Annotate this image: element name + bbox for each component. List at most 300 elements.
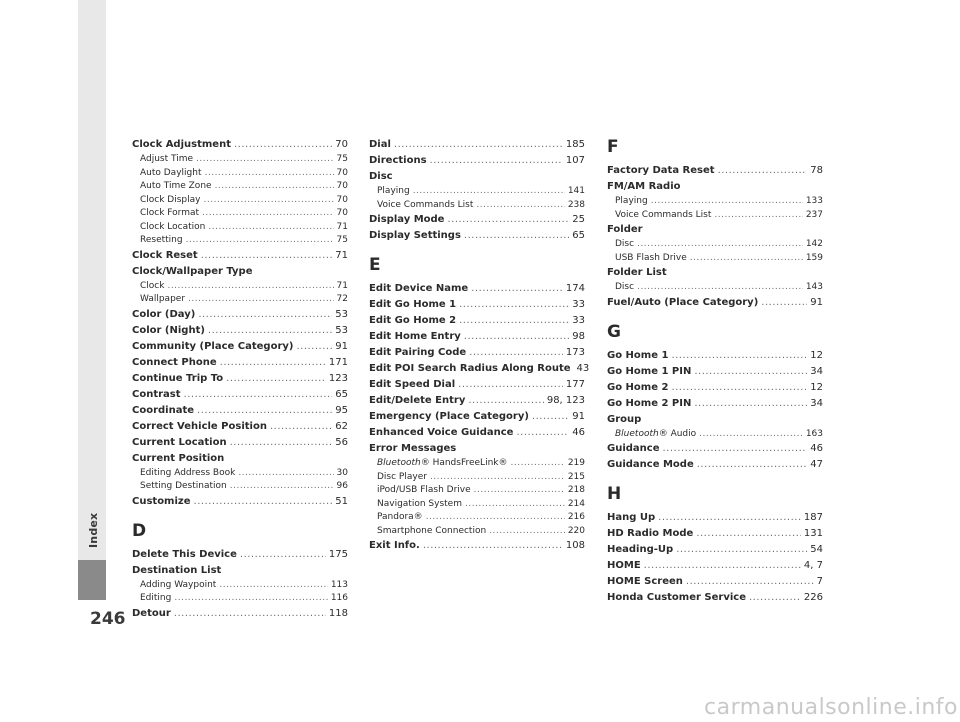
- entry-text: USB Flash Drive: [615, 252, 687, 263]
- entry-text: Folder List: [607, 267, 667, 278]
- dot-leader: [476, 199, 564, 213]
- entry-page-ref[interactable]: 98, 123: [546, 395, 585, 406]
- index-column-1: [132, 137, 348, 622]
- entry-page-ref[interactable]: 75: [336, 154, 348, 164]
- dot-leader: [694, 364, 807, 380]
- index-heading-entry: [369, 169, 585, 185]
- index-entry[interactable]: [132, 547, 348, 563]
- index-subentry[interactable]: [369, 457, 585, 471]
- entry-page-ref[interactable]: 216: [567, 512, 585, 522]
- dot-leader: [637, 238, 803, 252]
- entry-page-ref[interactable]: 98: [572, 331, 585, 342]
- index-subentry[interactable]: [369, 199, 585, 213]
- entry-page-ref[interactable]: 7: [816, 576, 823, 587]
- dot-leader: [459, 313, 569, 329]
- index-subentry[interactable]: [132, 180, 348, 194]
- entry-text: Current Position: [132, 452, 225, 464]
- index-entry[interactable]: [369, 228, 585, 244]
- entry-text: Display Mode: [369, 214, 445, 225]
- entry-text: Fuel/Auto (Place Category): [607, 296, 759, 308]
- index-letter-heading: H: [607, 484, 622, 504]
- entry-page-ref[interactable]: 91: [810, 296, 823, 308]
- dot-leader: [196, 153, 334, 167]
- index-subentry[interactable]: [369, 185, 585, 199]
- entry-page-ref[interactable]: 33: [572, 299, 585, 310]
- entry-text: Editing Address Book: [140, 467, 236, 478]
- index-entry[interactable]: [132, 307, 348, 323]
- entry-text: Factory Data Reset: [607, 165, 715, 176]
- entry-text: Playing: [615, 196, 648, 206]
- dot-leader: [270, 419, 332, 435]
- entry-text: Color (Day): [132, 308, 196, 320]
- entry-page-ref[interactable]: 96: [336, 481, 348, 491]
- dot-leader: [644, 558, 801, 574]
- entry-italic-text: Bluetooth®: [377, 458, 430, 468]
- entry-text: Go Home 1: [607, 349, 669, 361]
- entry-page-ref[interactable]: 56: [335, 436, 348, 448]
- entry-page-ref[interactable]: 142: [805, 239, 823, 249]
- entry-page-ref[interactable]: 159: [805, 252, 823, 263]
- entry-text: Emergency (Place Category): [369, 411, 529, 422]
- entry-page-ref[interactable]: 34: [810, 365, 823, 377]
- index-entry[interactable]: [132, 137, 348, 153]
- dot-leader: [167, 280, 333, 294]
- dot-leader: [201, 248, 333, 264]
- index-entry[interactable]: [132, 248, 348, 264]
- entry-text: Clock: [140, 280, 165, 291]
- entry-text: Edit Home Entry: [369, 331, 461, 342]
- index-entry[interactable]: [369, 393, 585, 409]
- index-subentry[interactable]: [132, 234, 348, 248]
- index-entry[interactable]: [369, 409, 585, 425]
- entry-text: Detour: [132, 607, 171, 619]
- index-entry[interactable]: [607, 510, 823, 526]
- entry-page-ref[interactable]: 91: [572, 411, 585, 422]
- entry-text: Delete This Device: [132, 548, 237, 560]
- dot-leader: [174, 606, 326, 622]
- dot-leader: [761, 295, 807, 311]
- entry-text: Edit POI Search Radius Along Route: [369, 363, 571, 374]
- dot-leader: [686, 574, 814, 590]
- entry-text: Voice Commands List: [615, 209, 712, 220]
- index-subentry[interactable]: [132, 167, 348, 181]
- index-entry[interactable]: [132, 371, 348, 387]
- dot-leader: [234, 137, 332, 153]
- index-entry[interactable]: [132, 387, 348, 403]
- index-column-3: [607, 137, 823, 606]
- dot-leader: [394, 137, 563, 153]
- entry-page-ref[interactable]: 70: [336, 208, 348, 218]
- entry-text: Clock Format: [140, 208, 200, 218]
- entry-page-ref[interactable]: 163: [805, 428, 823, 439]
- entry-text: Correct Vehicle Position: [132, 420, 267, 432]
- dot-leader: [430, 153, 563, 169]
- index-heading-entry: [132, 264, 348, 280]
- entry-page-ref[interactable]: 72: [336, 294, 348, 304]
- dot-leader: [469, 345, 563, 361]
- entry-page-ref[interactable]: 214: [567, 498, 585, 509]
- index-heading-entry: [607, 222, 823, 238]
- entry-page-ref[interactable]: 95: [335, 404, 348, 416]
- dot-leader: [532, 409, 569, 425]
- index-entry[interactable]: [369, 538, 585, 554]
- index-entry[interactable]: [369, 345, 585, 361]
- entry-text: Folder: [607, 224, 643, 235]
- entry-page-ref[interactable]: 131: [803, 528, 823, 539]
- index-subentry[interactable]: [132, 480, 348, 494]
- dot-leader: [204, 167, 333, 181]
- entry-page-ref[interactable]: 141: [567, 186, 585, 196]
- index-subentry[interactable]: [132, 221, 348, 235]
- entry-page-ref[interactable]: 46: [810, 443, 823, 454]
- entry-text: Navigation System: [377, 498, 462, 509]
- entry-text: Heading-Up: [607, 544, 674, 555]
- index-entry[interactable]: [369, 212, 585, 228]
- entry-page-ref[interactable]: 65: [335, 388, 348, 400]
- entry-text: Connect Phone: [132, 356, 217, 368]
- index-entry[interactable]: [607, 558, 823, 574]
- entry-page-ref[interactable]: 220: [567, 525, 585, 536]
- entry-text: Disc: [615, 239, 635, 249]
- dot-leader: [220, 355, 326, 371]
- entry-text: Customize: [132, 495, 191, 507]
- index-entry[interactable]: [369, 313, 585, 329]
- entry-text: Clock Adjustment: [132, 139, 231, 150]
- index-entry[interactable]: [369, 281, 585, 297]
- entry-text: Edit Pairing Code: [369, 347, 467, 358]
- index-entry[interactable]: [607, 364, 823, 380]
- dot-leader: [516, 425, 569, 441]
- entry-italic-text: Bluetooth®: [615, 428, 668, 439]
- dot-leader: [718, 163, 808, 179]
- dot-leader: [671, 348, 807, 364]
- section-tab-label: Index: [87, 512, 100, 548]
- entry-page-ref[interactable]: 118: [328, 607, 348, 619]
- entry-page-ref[interactable]: 143: [805, 282, 823, 292]
- entry-text: Clock Display: [140, 194, 201, 205]
- entry-text: Voice Commands List: [377, 199, 474, 210]
- entry-text: Editing: [140, 593, 172, 603]
- entry-page-ref[interactable]: 54: [810, 544, 823, 555]
- entry-text: Smartphone Connection: [377, 525, 487, 536]
- dot-leader: [413, 185, 565, 199]
- entry-text: HOME Screen: [607, 576, 683, 587]
- entry-text: Adding Waypoint: [140, 579, 217, 590]
- entry-page-ref[interactable]: 71: [336, 280, 348, 291]
- entry-text: Guidance Mode: [607, 459, 694, 470]
- entry-text: Exit Info.: [369, 540, 420, 551]
- index-entry[interactable]: [132, 435, 348, 451]
- dot-leader: [296, 339, 332, 355]
- entry-page-ref[interactable]: 4, 7: [803, 560, 823, 571]
- index-entry[interactable]: [369, 137, 585, 153]
- entry-page-ref[interactable]: 218: [567, 485, 585, 495]
- dot-leader: [696, 526, 801, 542]
- index-subentry[interactable]: [607, 252, 823, 266]
- dot-leader: [658, 510, 801, 526]
- index-subentry[interactable]: [132, 280, 348, 294]
- side-tab: [78, 0, 106, 600]
- entry-page-ref[interactable]: 91: [335, 340, 348, 352]
- index-entry[interactable]: [607, 457, 823, 473]
- entry-text: Current Location: [132, 436, 227, 448]
- entry-text: Dial: [369, 139, 391, 150]
- index-letter-heading: G: [607, 321, 621, 342]
- entry-page-ref[interactable]: 70: [335, 139, 348, 150]
- dot-leader: [197, 403, 332, 419]
- entry-text: Clock Reset: [132, 249, 198, 261]
- index-entry[interactable]: [132, 403, 348, 419]
- index-subentry[interactable]: [132, 153, 348, 167]
- entry-page-ref[interactable]: 113: [330, 579, 348, 590]
- entry-page-ref[interactable]: 33: [572, 315, 585, 326]
- index-entry[interactable]: [607, 590, 823, 606]
- index-entry[interactable]: [369, 297, 585, 313]
- entry-text: iPod/USB Flash Drive: [377, 485, 471, 495]
- entry-page-ref[interactable]: 185: [565, 139, 585, 150]
- index-subentry[interactable]: [132, 592, 348, 606]
- entry-text: Honda Customer Service: [607, 592, 746, 603]
- dot-leader: [208, 323, 332, 339]
- index-subentry[interactable]: [369, 471, 585, 485]
- entry-text: Edit Go Home 1: [369, 299, 457, 310]
- entry-text: Hang Up: [607, 512, 656, 523]
- entry-page-ref[interactable]: 237: [805, 209, 823, 220]
- index-entry[interactable]: [369, 361, 590, 377]
- index-entry[interactable]: [607, 380, 823, 396]
- index-entry[interactable]: [607, 441, 823, 457]
- entry-text: Go Home 2 PIN: [607, 397, 692, 409]
- dot-leader: [464, 329, 569, 345]
- entry-page-ref[interactable]: 30: [336, 467, 348, 478]
- entry-text: Disc Player: [377, 471, 427, 482]
- index-entry[interactable]: [369, 329, 585, 345]
- entry-text: Disc: [615, 282, 635, 292]
- side-tab-marker: [78, 560, 106, 600]
- entry-page-ref[interactable]: 175: [328, 548, 348, 560]
- entry-text: HOME: [607, 560, 641, 571]
- entry-page-ref[interactable]: 226: [803, 592, 823, 603]
- dot-leader: [238, 467, 333, 481]
- dot-leader: [426, 511, 565, 525]
- entry-page-ref[interactable]: 70: [336, 167, 348, 178]
- entry-page-ref[interactable]: 43: [576, 363, 590, 374]
- index-heading-entry: [607, 179, 823, 195]
- index-subentry[interactable]: [607, 209, 823, 223]
- entry-page-ref[interactable]: 12: [810, 349, 823, 361]
- entry-text: Adjust Time: [140, 154, 194, 164]
- entry-page-ref[interactable]: 177: [565, 379, 585, 390]
- index-subentry[interactable]: [369, 498, 585, 512]
- index-subentry[interactable]: [369, 525, 585, 539]
- index-entry[interactable]: [132, 419, 348, 435]
- index-entry[interactable]: [607, 163, 823, 179]
- index-subentry[interactable]: [607, 195, 823, 209]
- dot-leader: [699, 428, 803, 442]
- entry-text: [615, 428, 696, 442]
- index-letter-heading: F: [607, 137, 619, 157]
- entry-text: Auto Time Zone: [140, 181, 212, 191]
- index-entry[interactable]: [369, 425, 585, 441]
- entry-text: Setting Destination: [140, 481, 227, 491]
- entry-text: Edit Go Home 2: [369, 315, 457, 326]
- entry-page-ref[interactable]: 219: [567, 458, 585, 468]
- entry-text: Contrast: [132, 388, 181, 400]
- index-heading-entry: [132, 451, 348, 467]
- index-subentry[interactable]: [607, 281, 823, 295]
- index-entry[interactable]: [607, 396, 823, 412]
- index-entry[interactable]: [369, 377, 585, 393]
- entry-page-ref[interactable]: 78: [810, 165, 823, 176]
- entry-page-ref[interactable]: 123: [328, 372, 348, 384]
- index-entry[interactable]: [132, 339, 348, 355]
- entry-page-ref[interactable]: 53: [335, 324, 348, 336]
- index-entry[interactable]: [607, 526, 823, 542]
- dot-leader: [230, 480, 334, 494]
- entry-text: Go Home 2: [607, 381, 669, 393]
- entry-page-ref[interactable]: 116: [330, 593, 348, 603]
- dot-leader: [697, 457, 808, 473]
- dot-leader: [714, 209, 802, 223]
- dot-leader: [465, 498, 565, 512]
- entry-page-ref[interactable]: 53: [335, 308, 348, 320]
- entry-text: Pandora®: [377, 512, 423, 522]
- entry-text: Playing: [377, 186, 410, 196]
- dot-leader: [184, 387, 333, 403]
- entry-page-ref[interactable]: 47: [810, 459, 823, 470]
- index-subentry[interactable]: [132, 207, 348, 221]
- index-subentry[interactable]: [369, 511, 585, 525]
- index-subentry[interactable]: [132, 293, 348, 307]
- index-entry[interactable]: [132, 606, 348, 622]
- dot-leader: [651, 195, 803, 209]
- dot-leader: [749, 590, 801, 606]
- index-entry[interactable]: [607, 348, 823, 364]
- index-heading-entry: [132, 563, 348, 579]
- dot-leader: [430, 471, 565, 485]
- index-subentry[interactable]: [607, 428, 823, 442]
- dot-leader: [474, 484, 565, 498]
- entry-text: Edit Speed Dial: [369, 379, 456, 390]
- index-entry[interactable]: [132, 494, 348, 510]
- index-entry[interactable]: [607, 295, 823, 311]
- dot-leader: [447, 212, 569, 228]
- entry-text: FM/AM Radio: [607, 181, 681, 192]
- dot-leader: [464, 228, 569, 244]
- entry-page-ref[interactable]: 34: [810, 397, 823, 409]
- entry-text: Resetting: [140, 235, 183, 245]
- dot-leader: [471, 281, 563, 297]
- entry-text: Clock Location: [140, 221, 206, 232]
- entry-page-ref[interactable]: 12: [810, 381, 823, 393]
- entry-text: Edit Device Name: [369, 283, 469, 294]
- entry-text: Color (Night): [132, 324, 205, 336]
- index-letter-heading: D: [132, 520, 147, 541]
- dot-leader: [204, 194, 334, 208]
- index-entry[interactable]: [607, 542, 823, 558]
- dot-leader: [188, 293, 334, 307]
- entry-page-ref[interactable]: 25: [572, 214, 585, 225]
- entry-page-ref[interactable]: 71: [336, 221, 348, 232]
- dot-leader: [198, 307, 332, 323]
- index-entry[interactable]: [607, 574, 823, 590]
- index-entry[interactable]: [369, 153, 585, 169]
- entry-page-ref[interactable]: 71: [335, 249, 348, 261]
- entry-page-ref[interactable]: 70: [336, 181, 348, 191]
- dot-leader: [194, 494, 333, 510]
- dot-leader: [230, 435, 333, 451]
- dot-leader: [219, 579, 327, 593]
- entry-page-ref[interactable]: 62: [335, 420, 348, 432]
- entry-text: Wallpaper: [140, 294, 186, 304]
- entry-page-ref[interactable]: 46: [572, 427, 585, 438]
- entry-page-ref[interactable]: 70: [336, 194, 348, 205]
- index-heading-entry: [607, 265, 823, 281]
- entry-text: Clock/Wallpaper Type: [132, 265, 253, 277]
- entry-text: Edit/Delete Entry: [369, 395, 466, 406]
- entry-text: Guidance: [607, 443, 660, 454]
- entry-page-ref[interactable]: 108: [565, 540, 585, 551]
- entry-page-ref[interactable]: 238: [567, 199, 585, 210]
- entry-text: [377, 457, 507, 471]
- entry-page-ref[interactable]: 75: [336, 235, 348, 245]
- index-subentry[interactable]: [132, 467, 348, 481]
- entry-page-ref[interactable]: 215: [567, 471, 585, 482]
- entry-page-ref[interactable]: 187: [803, 512, 823, 523]
- dot-leader: [174, 592, 327, 606]
- dot-leader: [676, 542, 807, 558]
- index-heading-entry: [607, 412, 823, 428]
- index-entry[interactable]: [132, 323, 348, 339]
- dot-leader: [208, 221, 333, 235]
- entry-text: Group: [607, 413, 642, 425]
- dot-leader: [458, 377, 563, 393]
- dot-leader: [468, 393, 543, 409]
- dot-leader: [186, 234, 334, 248]
- entry-text: Directions: [369, 155, 427, 166]
- entry-page-ref[interactable]: 133: [805, 196, 823, 206]
- dot-leader: [226, 371, 326, 387]
- side-tab-strip: [78, 0, 106, 560]
- index-subentry[interactable]: [369, 484, 585, 498]
- index-subentry[interactable]: [132, 194, 348, 208]
- index-column-2: [369, 137, 590, 554]
- index-entry[interactable]: [132, 355, 348, 371]
- entry-text: Coordinate: [132, 404, 195, 416]
- dot-leader: [202, 207, 334, 221]
- dot-leader: [663, 441, 808, 457]
- entry-page-ref[interactable]: 173: [565, 347, 585, 358]
- dot-leader: [459, 297, 569, 313]
- dot-leader: [215, 180, 334, 194]
- page-number: 246: [90, 609, 126, 629]
- dot-leader: [694, 396, 807, 412]
- dot-leader: [637, 281, 803, 295]
- entry-rest-text: Audio: [667, 428, 697, 439]
- entry-page-ref[interactable]: 174: [565, 283, 585, 294]
- entry-text: Disc: [369, 171, 393, 182]
- entry-rest-text: HandsFreeLink®: [429, 458, 508, 468]
- index-subentry[interactable]: [607, 238, 823, 252]
- entry-page-ref[interactable]: 51: [335, 495, 348, 507]
- index-subentry[interactable]: [132, 579, 348, 593]
- entry-text: HD Radio Mode: [607, 528, 694, 539]
- entry-text: Go Home 1 PIN: [607, 365, 692, 377]
- dot-leader: [510, 457, 564, 471]
- entry-page-ref[interactable]: 65: [572, 230, 585, 241]
- entry-page-ref[interactable]: 171: [328, 356, 348, 368]
- entry-page-ref[interactable]: 107: [565, 155, 585, 166]
